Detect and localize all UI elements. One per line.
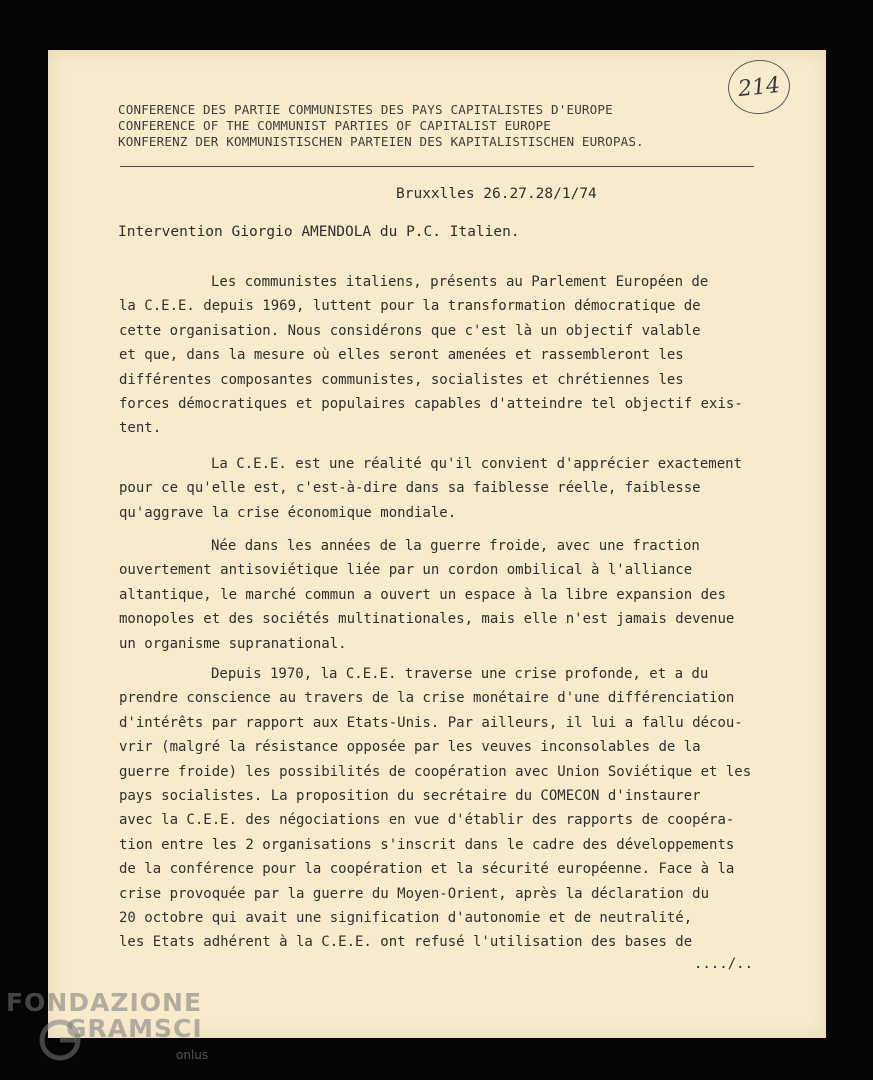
paragraph-line: de la conférence pour la coopération et la sécurité européenne. Face à la (119, 861, 735, 878)
header-line-fr: CONFERENCE DES PARTIE COMMUNISTES DES PAYS CAPITALISTES D'EUROPE (118, 102, 613, 117)
document-page (48, 50, 826, 1038)
paragraph-line: les Etats adhérent à la C.E.E. ont refusé l'utilisation des bases de (119, 934, 693, 951)
paragraph-line: crise provoquée par la guerre du Moyen-Orient, après la déclaration du (119, 885, 710, 902)
paragraph-line: monopoles et des sociétés multinationales, mais elle n'est jamais devenue (119, 611, 735, 628)
subject-line: Intervention Giorgio AMENDOLA du P.C. Italien. (118, 224, 520, 240)
paragraph-line: altantique, le marché commun a ouvert un espace à la libre expansion des (119, 586, 726, 603)
paragraph-line: prendre conscience au travers de la crise monétaire d'une différenciation (119, 690, 735, 707)
paragraph-line: ouvertement antisoviétique liée par un cordon ombilical à l'alliance (119, 562, 693, 579)
paragraph-line: 20 octobre qui avait une signification d'autonomie et de neutralité, (119, 910, 693, 927)
paragraph-line: pour ce qu'elle est, c'est-à-dire dans sa faiblesse réelle, faiblesse (119, 480, 701, 497)
paragraph-line: qu'aggrave la crise économique mondiale. (119, 504, 457, 521)
paragraph-line: Les communistes italiens, présents au Parlement Européen de (211, 274, 709, 290)
watermark-line2: GRAMSCI (66, 1014, 203, 1043)
paragraph-line: Née dans les années de la guerre froide, avec une fraction (211, 538, 700, 554)
place-date: Bruxxlles 26.27.28/1/74 (396, 186, 597, 202)
paragraph-line: cette organisation. Nous considérons que c'est là un objectif valable (119, 322, 701, 339)
paragraph-line: tion entre les 2 organisations s'inscrit dans le cadre des développements (119, 836, 735, 853)
paragraph-line: et que, dans la mesure où elles seront amenées et rassembleront les (119, 347, 684, 364)
paragraph-4 (119, 662, 751, 955)
paragraph-2 (119, 452, 742, 525)
paragraph-3 (119, 534, 734, 656)
paragraph-line: La C.E.E. est une réalité qu'il convient d'apprécier exactement (211, 456, 743, 472)
watermark-line1: FONDAZIONE (6, 988, 203, 1017)
paragraph-line: avec la C.E.E. des négociations en vue d'établir des rapports de coopéra- (119, 812, 735, 829)
paragraph-line: différentes composantes communistes, socialistes et chrétiennes les (119, 371, 684, 388)
paragraph-line: d'intérêts par rapport aux Etats-Unis. Par ailleurs, il lui a fallu décou- (119, 714, 743, 731)
watermark-line3: onlus (176, 1048, 209, 1062)
paragraph-line: vrir (malgré la résistance opposée par les veuves inconsolables de la (119, 739, 701, 756)
paragraph-line: pays socialistes. La proposition du secrétaire du COMECON d'instaurer (119, 788, 701, 805)
page-number-stamp: 214 (725, 57, 792, 117)
fondazione-gramsci-watermark (6, 988, 236, 1078)
paragraph-line: tent. (119, 420, 162, 437)
continuation-mark: ..../.. (694, 956, 754, 972)
paragraph-1 (119, 270, 743, 441)
header-line-en: CONFERENCE OF THE COMMUNIST PARTIES OF CAPITALIST EUROPE (118, 118, 551, 133)
paragraph-line: Depuis 1970, la C.E.E. traverse une crise profonde, et a du (211, 666, 709, 682)
conference-header (118, 102, 758, 150)
header-divider (120, 166, 754, 167)
header-line-de: KONFERENZ DER KOMMUNISTISCHEN PARTEIEN DES KAPITALISTISCHEN EUROPAS. (118, 134, 644, 149)
paragraph-line: forces démocratiques et populaires capables d'atteindre tel objectif exis- (119, 396, 743, 413)
paragraph-line: la C.E.E. depuis 1969, luttent pour la transformation démocratique de (119, 298, 701, 315)
paragraph-line: guerre froide) les possibilités de coopération avec Union Soviétique et les (119, 763, 752, 780)
paragraph-line: un organisme supranational. (119, 635, 347, 652)
